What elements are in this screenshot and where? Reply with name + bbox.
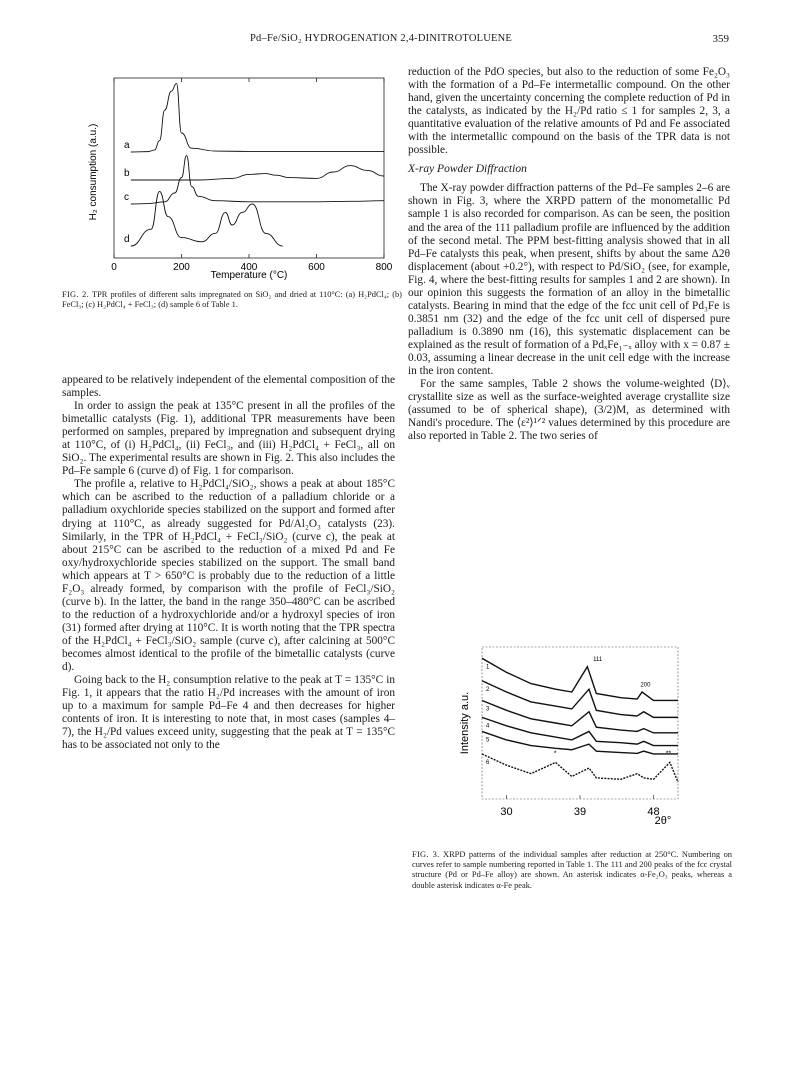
fig2-tick-label-600: 600 — [308, 262, 325, 273]
fig3-xlabel: 2θ° — [654, 815, 672, 827]
fig3-plot-frame — [482, 647, 678, 799]
fig3-curve-label-1: 1 — [486, 664, 490, 671]
figure-2-caption — [62, 290, 402, 310]
page-number: 359 — [712, 33, 729, 45]
fig3-ylabel: Intensity a.u. — [459, 691, 471, 755]
fig2-curve-b — [131, 166, 384, 180]
left-paragraph-2: In order to assign the peak at 135°C present in all the profiles of the bimetallic catalysts (Fig. 1), additional TPR measurements have been performed on samples, prepared by impregnation and subsequent drying at 110°C, of (i) H₂PdCl₄, (ii) FeCl₃, and (iii) H₂PdCl₄ + FeCl₃, all on SiO₂. The experimental results are shown in Fig. 2. This also includes the Pd–Fe sample 6 (curve d) of Fig. 1 for comparison. — [62, 400, 395, 478]
figure-2-chart — [84, 70, 404, 285]
fig2-caption-label: FIG. 2. — [62, 290, 90, 299]
right-column — [408, 66, 730, 443]
fig3-caption-label: FIG. 3. — [412, 850, 440, 859]
fig2-curves — [131, 84, 384, 246]
left-paragraph-3: The profile a, relative to H₂PdCl₄/SiO₂, shows a peak at about 185°C which can be ascribed to the reduction of a palladium chloride or a palladium oxychloride species stabilized on the support and formed after drying at 110°C, as already suggested for Pd/Al₂O₃ catalysts (23). Similarly, in the TPR of H₂PdCl₄ + FeCl₃/SiO₂ (curve c), the peak at about 215°C can be ascribed to the reduction of a mixed Pd and Fe oxy/hydroxychloride species stabilized on the support. The small band which appears at T > 650°C is probably due to the reduction of a little F₂O₃ already formed, by comparison with the profile of FeCl₃/SiO₂ (curve b). In the latter, the band in the range 350–480°C can be ascribed to the reduction of a hydroxychloride and/or a hydroxyl species of iron (31) formed after drying at 110°C. It is worth noting that the TPR spectra of the H₂PdCl₄ + FeCl₃/SiO₂ sample (curve c), after calcining at 500°C becomes almost identical to the profile of the bimetallic catalysts (curve d). — [62, 478, 395, 674]
fig2-x-ticks — [111, 78, 393, 273]
running-title: Pd–Fe/SiO₂ HYDROGENATION 2,4-DINITROTOLUENE — [250, 33, 513, 44]
fig3-caption-text: XRPD patterns of the individual samples after reduction at 250°C. Numbering on curves refer to sample numbering reported in Table 1. The 111 and 200 peaks of the fcc crystal structure (Pd or Pd–Fe alloy) are shown. An asterisk indicates α-Fe₂O₃ peaks, whereas a double asterisk indicates α-Fe peak. — [412, 850, 732, 890]
fig2-curve-label-a: a — [124, 140, 130, 151]
fig3-curves — [482, 658, 678, 782]
fig3-curve-label-3: 3 — [486, 706, 490, 713]
fig2-curve-label-c: c — [124, 192, 129, 203]
fig2-tick-label-400: 400 — [240, 262, 258, 273]
fig3-asterisk: * — [553, 750, 557, 758]
fig2-xlabel: Temperature (°C) — [210, 270, 288, 281]
fig3-curve-label-6: 6 — [486, 759, 490, 766]
fig2-tick-label-800: 800 — [375, 262, 393, 273]
left-column — [62, 374, 395, 752]
fig2-curve-d — [131, 191, 283, 246]
fig2-caption-text: TPR profiles of different salts impregnated on SiO₂ and dried at 110°C: (a) H₂PdCl₄; (b) FeCl₃; (c) H₂PdCl₄ + FeCl₃; (d) sample 6 of Table 1. — [62, 290, 402, 310]
figure-3-caption — [412, 850, 732, 891]
fig3-tick-label-48: 48 — [647, 806, 660, 818]
fig2-tick-label-200: 200 — [173, 262, 190, 273]
left-paragraph-1: appeared to be relatively independent of the elemental composition of the samples. — [62, 374, 395, 400]
right-paragraph-2: The X-ray powder diffraction patterns of the Pd–Fe samples 2–6 are shown in Fig. 3, where the XRPD pattern of the monometallic Pd sample 1 is also recorded for comparison. As can be seen, the position and the area of the 111 palladium profile are influenced by the addition of the second metal. The PPM best-fitting analysis showed that in all Pd–Fe catalysts this peak, when present, shifts by about the same Δ2θ displacement (about +0.2°), with respect to Pd/SiO₂ (see, for example, Fig. 4, where the best-fitting results for samples 1 and 2 are shown). In our opinion this suggests the formation of an alloy in the bimetallic catalysts. Bearing in mind that the edge of the fcc unit cell of Pd₃Fe is 0.3851 nm (32) and the edge of the fcc unit cell of dispersed pure palladium is 0.3890 nm (16), this systematic displacement can be explained as the result of formation of a PdₓFe₁₋ₓ alloy with x = 0.87 ± 0.03, assuming a linear decrease in the unit cell edge with the increase in the iron content. — [408, 182, 730, 378]
fig2-curve-label-d: d — [124, 234, 130, 245]
left-paragraph-4: Going back to the H₂ consumption relative to the peak at T = 135°C in Fig. 1, it appears that the ratio H₂/Pd increases with the amount of iron up to a maximum for sample Pd–Fe 4 and then decreases for higher contents of iron. It is interesting to note that, in most cases (samples 4–7), the H₂/Pd values exceed unity, suggesting that the peak at T = 135°C has to be associated not only to the — [62, 674, 395, 752]
fig3-double-asterisk: ** — [665, 750, 672, 758]
figure-3-chart — [454, 645, 694, 830]
fig3-curve-6 — [482, 754, 678, 782]
section-heading-xrpd: X-ray Powder Diffraction — [408, 163, 527, 176]
fig3-tick-label-39: 39 — [573, 806, 587, 818]
fig3-curve-label-2: 2 — [486, 686, 490, 693]
fig2-tick-label-0: 0 — [111, 262, 117, 273]
fig2-ylabel: H₂ consumption (a.u.) — [88, 123, 99, 221]
right-paragraph-3: For the same samples, Table 2 shows the volume-weighted ⟨D⟩ᵥ crystallite size as well as the surface-weighted average crystallite size (assumed to be of spherical shape), (3/2)M, as determined with Nandi's procedure. The ⟨ε²⟩¹ᐟ² values determined by this procedure are also reported in Table 2. The two series of — [408, 378, 730, 443]
fig3-tick-label-30: 30 — [500, 806, 513, 818]
fig2-curve-labels — [124, 140, 130, 245]
fig3-curve-label-4: 4 — [486, 723, 490, 730]
running-header — [0, 33, 791, 49]
fig2-curve-label-b: b — [124, 168, 130, 179]
fig2-curve-a — [131, 84, 384, 152]
fig3-curve-3 — [482, 700, 678, 732]
right-paragraph-1: reduction of the PdO species, but also to the reduction of some Fe₂O₃ with the formation of a Pd–Fe intermetallic compound. On the other hand, given the uncertainty concerning the complete reduction of Pd in the catalysts, as indicated by the H₂/Pd ratio ≤ 1 for samples 2, 3, a quantitative evaluation of the relative amounts of Pd and Fe associated with the intermetallic compound on the basis of the TPR data is not possible. — [408, 66, 730, 157]
fig3-peak-label-111: 111 — [593, 657, 603, 664]
fig3-curve-label-5: 5 — [486, 737, 490, 744]
fig3-x-ticks — [500, 795, 659, 818]
fig3-peak-label-200: 200 — [640, 682, 651, 689]
